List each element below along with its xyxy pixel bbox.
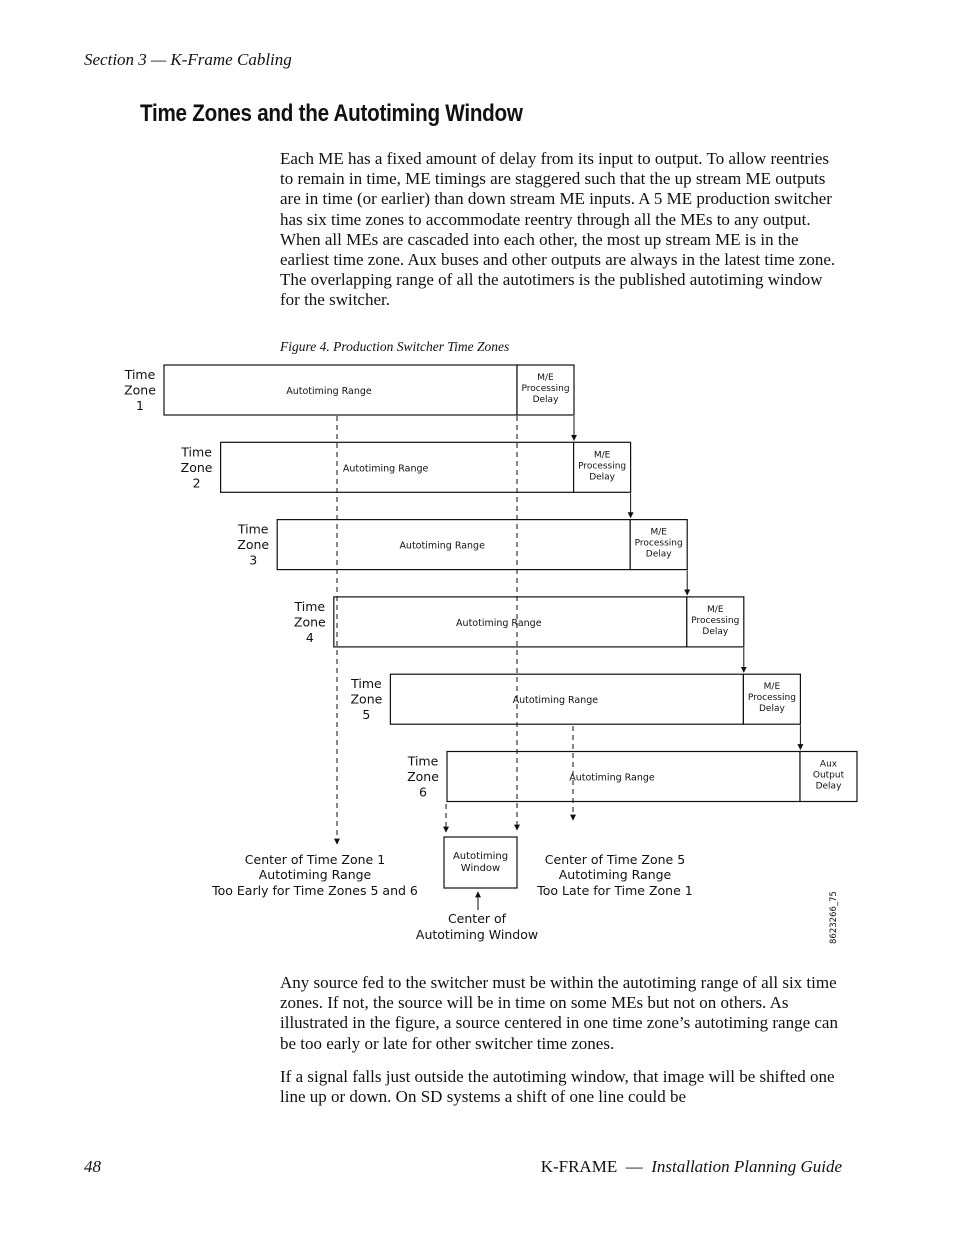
time-zone-label: Zone bbox=[350, 691, 383, 707]
delay-label: Processing bbox=[691, 615, 740, 626]
delay-label: Output bbox=[812, 770, 845, 781]
footer-doc-subtitle: Installation Planning Guide bbox=[651, 1157, 842, 1176]
time-zone-label: Time bbox=[237, 521, 269, 537]
delay-label: M/E bbox=[707, 604, 724, 615]
time-zone-label: Time bbox=[407, 753, 439, 769]
time-zone-label: Zone bbox=[180, 459, 213, 475]
figure-id: 8623266_75 bbox=[829, 891, 839, 944]
autotiming-window-label-1: Autotiming bbox=[452, 851, 509, 862]
callout-center-line-1: Center of bbox=[447, 911, 507, 926]
time-zone-4 bbox=[294, 597, 744, 672]
autotiming-range-label: Autotiming Range bbox=[342, 463, 429, 475]
delay-label: Delay bbox=[702, 626, 729, 637]
callout-center-line-2: Autotiming Window bbox=[415, 927, 539, 942]
time-zone-label: 3 bbox=[249, 552, 258, 568]
time-zone-label: 6 bbox=[419, 784, 427, 800]
time-zone-1 bbox=[124, 365, 574, 440]
autotiming-range-label: Autotiming Range bbox=[512, 695, 599, 707]
delay-label: M/E bbox=[593, 450, 611, 461]
delay-label: M/E bbox=[650, 527, 667, 538]
autotiming-range-label: Autotiming Range bbox=[399, 540, 485, 552]
time-zone-label: 5 bbox=[362, 707, 371, 723]
time-zone-label: 1 bbox=[136, 398, 144, 413]
delay-label: Delay bbox=[645, 549, 672, 560]
delay-label: Processing bbox=[521, 384, 570, 394]
time-zone-label: Time bbox=[124, 367, 156, 382]
delay-label: Processing bbox=[747, 693, 796, 704]
time-zone-3 bbox=[237, 520, 687, 595]
section-title: Time Zones and the Autotiming Window bbox=[140, 100, 523, 127]
autotiming-range-label: Autotiming Range bbox=[286, 386, 372, 397]
callout-left-line-1: Center of Time Zone 1 bbox=[244, 852, 386, 867]
callout-left-line-2: Autotiming Range bbox=[258, 867, 372, 882]
autotiming-window-label-2: Window bbox=[460, 863, 501, 874]
time-zone-label: Time bbox=[181, 444, 212, 460]
delay-label: Processing bbox=[578, 461, 627, 472]
time-zone-label: 2 bbox=[192, 475, 201, 491]
time-zone-5 bbox=[350, 674, 800, 749]
autotiming-range-label: Autotiming Range bbox=[569, 772, 655, 784]
time-zone-2 bbox=[180, 442, 630, 517]
callout-right-line-2: Autotiming Range bbox=[558, 867, 672, 882]
time-zone-label: Zone bbox=[237, 537, 270, 553]
delay-label: Delay bbox=[532, 395, 559, 405]
running-head: Section 3 — K-Frame Cabling bbox=[84, 50, 292, 69]
delay-label: Aux bbox=[819, 759, 838, 770]
time-zone-label: Time bbox=[351, 676, 382, 692]
footer-doc-separator: — bbox=[625, 1157, 643, 1176]
footer-doc-name: K-FRAME bbox=[540, 1157, 618, 1176]
delay-label: Processing bbox=[634, 538, 683, 549]
figure-caption: Figure 4. Production Switcher Time Zones bbox=[280, 339, 510, 354]
autotiming-range-label: Autotiming Range bbox=[456, 617, 542, 629]
time-zone-label: Zone bbox=[124, 382, 156, 398]
delay-label: M/E bbox=[537, 373, 554, 383]
footer-doc-title bbox=[541, 1157, 842, 1177]
time-zones-diagram bbox=[0, 355, 954, 955]
time-zone-label: Time bbox=[294, 598, 326, 614]
delay-label: M/E bbox=[763, 682, 781, 693]
callout-left-line-3: Too Early for Time Zones 5 and 6 bbox=[212, 883, 418, 898]
time-zone-6 bbox=[407, 752, 857, 802]
time-zone-label: Zone bbox=[407, 769, 439, 784]
delay-label: Delay bbox=[589, 472, 616, 483]
delay-label: Delay bbox=[758, 704, 785, 715]
callout-right-line-3: Too Late for Time Zone 1 bbox=[537, 883, 693, 898]
callout-right-line-1: Center of Time Zone 5 bbox=[544, 852, 686, 867]
delay-label: Delay bbox=[815, 781, 842, 792]
time-zone-label: Zone bbox=[293, 614, 326, 630]
body-paragraph-2: Any source fed to the switcher must be within the autotiming range of all six time zones. If not, the source will be in time on some MEs but not on others. As illustrated in the figure, a source centered in one time zone’s autotiming range can be too early or late for other switcher time zones. bbox=[280, 973, 838, 1053]
body-paragraph-3: If a signal falls just outside the autotiming window, that image will be shifted one line up or down. On SD systems a shift of one line could be bbox=[280, 1067, 835, 1107]
time-zone-label: 4 bbox=[305, 629, 314, 645]
footer-page-number: 48 bbox=[84, 1157, 101, 1176]
body-paragraph-1: Each ME has a fixed amount of delay from its input to output. To allow reentries to remain in time, ME timings are staggered such that the up stream ME outputs are in time (or earlier) than down stream ME inputs. A 5 ME production switcher has six time zones to accommodate reentry through all the MEs to any output. When all MEs are cascaded into each other, the most up stream ME is in the earliest time zone. Aux buses and other outputs are always in the latest time zone. The overlapping range of all the autotimers is the published autotiming window for the switcher. bbox=[280, 149, 836, 310]
